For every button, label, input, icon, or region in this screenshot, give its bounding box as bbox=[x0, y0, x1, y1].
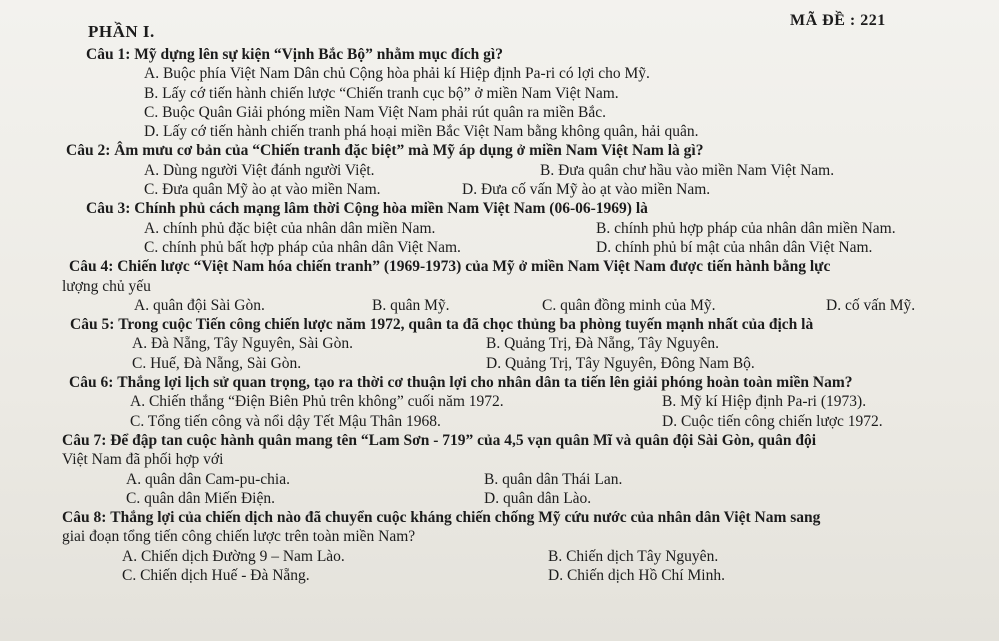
option-a[interactable]: A. quân dân Cam-pu-chia. bbox=[126, 470, 290, 488]
option-row bbox=[62, 122, 992, 141]
option-a[interactable]: A. Chiến dịch Đường 9 – Nam Lào. bbox=[122, 547, 345, 565]
question-text: Thắng lợi lịch sử quan trọng, tạo ra thời cơ thuận lợi cho nhân dân ta tiến lên giải phóng hoàn toàn miền Nam? bbox=[117, 374, 853, 392]
option-d[interactable]: D. Chiến dịch Hồ Chí Minh. bbox=[548, 567, 725, 585]
option-d[interactable]: D. chính phủ bí mật của nhân dân Việt Nam. bbox=[596, 238, 873, 256]
question-label: Câu 3: bbox=[86, 200, 131, 218]
option-c[interactable]: C. chính phủ bất hợp pháp của nhân dân Việt Nam. bbox=[144, 238, 461, 256]
option-row bbox=[62, 489, 992, 508]
option-row bbox=[62, 547, 992, 566]
option-row bbox=[62, 566, 992, 585]
question-8 bbox=[62, 508, 992, 527]
option-row bbox=[62, 219, 992, 238]
option-row bbox=[62, 412, 992, 431]
option-d[interactable]: D. cố vấn Mỹ. bbox=[826, 296, 916, 314]
question-4-continued bbox=[62, 277, 992, 296]
option-d[interactable]: D. Quảng Trị, Tây Nguyên, Đông Nam Bộ. bbox=[486, 354, 755, 372]
option-d[interactable]: D. Lấy cớ tiến hành chiến tranh phá hoại miền Bắc Việt Nam bằng không quân, hải quân. bbox=[144, 123, 699, 141]
option-a[interactable]: A. quân đội Sài Gòn. bbox=[134, 296, 265, 314]
question-5 bbox=[62, 315, 992, 334]
question-text-continued: lượng chủ yếu bbox=[62, 277, 151, 295]
question-label: Câu 1: bbox=[86, 46, 131, 63]
option-row bbox=[62, 180, 992, 199]
question-7-continued bbox=[62, 450, 992, 469]
option-c[interactable]: C. Tổng tiến công và nổi dậy Tết Mậu Thân 1968. bbox=[130, 412, 441, 430]
question-4 bbox=[62, 257, 992, 276]
option-c[interactable]: C. Huế, Đà Nẵng, Sài Gòn. bbox=[132, 354, 302, 372]
question-text-continued: Việt Nam đã phối hợp với bbox=[62, 451, 224, 469]
option-b[interactable]: B. Lấy cớ tiến hành chiến lược “Chiến tranh cục bộ” ở miền Nam Việt Nam. bbox=[144, 84, 619, 102]
option-b[interactable]: B. quân Mỹ. bbox=[372, 296, 450, 314]
part-heading: PHẦN I. bbox=[88, 22, 155, 41]
option-a[interactable]: A. Buộc phía Việt Nam Dân chủ Cộng hòa phải kí Hiệp định Pa-ri có lợi cho Mỹ. bbox=[144, 65, 650, 83]
option-d[interactable]: D. Đưa cố vấn Mỹ ào ạt vào miền Nam. bbox=[462, 181, 711, 199]
option-row bbox=[62, 103, 992, 122]
option-b[interactable]: B. quân dân Thái Lan. bbox=[484, 470, 623, 488]
option-row bbox=[62, 161, 992, 180]
question-label: Câu 4: bbox=[69, 258, 114, 276]
question-2 bbox=[62, 141, 992, 160]
option-row bbox=[62, 334, 992, 353]
option-b[interactable]: B. chính phủ hợp pháp của nhân dân miền Nam. bbox=[596, 219, 896, 237]
question-8-continued bbox=[62, 527, 992, 546]
option-row bbox=[62, 296, 992, 315]
question-list bbox=[62, 45, 992, 585]
question-7 bbox=[62, 431, 992, 450]
question-label: Câu 8: bbox=[62, 509, 107, 527]
question-text: Thắng lợi của chiến dịch nào đã chuyển cuộc kháng chiến chống Mỹ cứu nước của nhân dân Việt Nam sang bbox=[110, 509, 821, 527]
option-b[interactable]: B. Chiến dịch Tây Nguyên. bbox=[548, 547, 719, 565]
option-d[interactable]: D. quân dân Lào. bbox=[484, 489, 592, 507]
option-a[interactable]: A. Dùng người Việt đánh người Việt. bbox=[144, 161, 375, 179]
option-c[interactable]: C. Chiến dịch Huế - Đà Nẵng. bbox=[122, 567, 310, 585]
exam-code: MÃ ĐỀ : 221 bbox=[790, 12, 886, 29]
question-text: Chính phủ cách mạng lâm thời Cộng hòa miền Nam Việt Nam (06-06-1969) là bbox=[134, 200, 648, 218]
option-row bbox=[62, 354, 992, 373]
option-c[interactable]: C. Buộc Quân Giải phóng miền Nam Việt Nam phải rút quân ra miền Bắc. bbox=[144, 103, 606, 121]
option-a[interactable]: A. Chiến thắng “Điện Biên Phủ trên không” cuối năm 1972. bbox=[130, 393, 504, 411]
question-text: Chiến lược “Việt Nam hóa chiến tranh” (1969-1973) của Mỹ ở miền Nam Việt Nam được tiến hành bằng lực bbox=[117, 258, 831, 276]
option-row bbox=[62, 64, 992, 83]
question-text: Để đập tan cuộc hành quân mang tên “Lam Sơn - 719” của 4,5 vạn quân Mĩ và quân đội Sài Gòn, quân đội bbox=[110, 431, 817, 449]
question-text-continued: giai đoạn tổng tiến công chiến lược trên toàn miền Nam? bbox=[62, 528, 416, 546]
question-3 bbox=[62, 199, 992, 218]
question-1 bbox=[62, 45, 992, 64]
question-label: Câu 6: bbox=[69, 374, 114, 392]
option-d[interactable]: D. Cuộc tiến công chiến lược 1972. bbox=[662, 412, 883, 430]
question-label: Câu 7: bbox=[62, 431, 107, 449]
option-b[interactable]: B. Đưa quân chư hầu vào miền Nam Việt Nam. bbox=[540, 161, 835, 179]
option-row bbox=[62, 392, 992, 411]
question-6 bbox=[62, 373, 992, 392]
option-row bbox=[62, 238, 992, 257]
question-label: Câu 5: bbox=[70, 316, 115, 334]
option-row bbox=[62, 84, 992, 103]
question-label: Câu 2: bbox=[66, 142, 111, 160]
question-text: Trong cuộc Tiến công chiến lược năm 1972, quân ta đã chọc thủng ba phòng tuyến mạnh nhất của địch là bbox=[118, 316, 814, 334]
option-b[interactable]: B. Quảng Trị, Đà Nẵng, Tây Nguyên. bbox=[486, 335, 720, 353]
option-a[interactable]: A. chính phủ đặc biệt của nhân dân miền Nam. bbox=[144, 219, 436, 237]
option-c[interactable]: C. Đưa quân Mỹ ào ạt vào miền Nam. bbox=[144, 181, 381, 199]
option-c[interactable]: C. quân đồng minh của Mỹ. bbox=[542, 296, 716, 314]
option-a[interactable]: A. Đà Nẵng, Tây Nguyên, Sài Gòn. bbox=[132, 335, 353, 353]
option-c[interactable]: C. quân dân Miến Điện. bbox=[126, 489, 275, 507]
option-b[interactable]: B. Mỹ kí Hiệp định Pa-ri (1973). bbox=[662, 393, 867, 411]
question-text: Mỹ dựng lên sự kiện “Vịnh Bắc Bộ” nhằm mục đích gì? bbox=[134, 46, 503, 63]
option-row bbox=[62, 470, 992, 489]
question-text: Âm mưu cơ bản của “Chiến tranh đặc biệt” mà Mỹ áp dụng ở miền Nam Việt Nam là gì? bbox=[114, 142, 704, 160]
